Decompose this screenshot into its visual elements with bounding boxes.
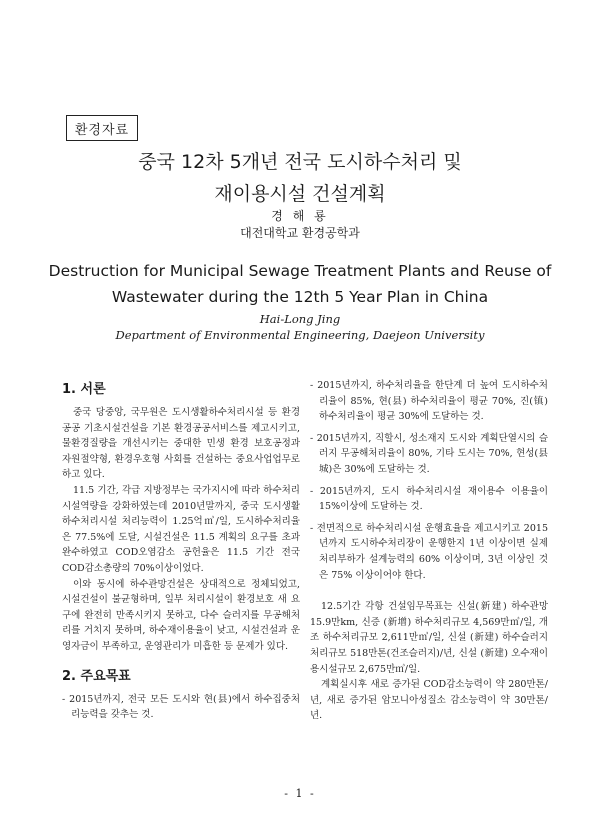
title-en-line-2: Wastewater during the 12th 5 Year Plan in China <box>111 288 489 306</box>
section-1-paragraph: 중국 당중앙, 국무원은 도시생활하수처리시설 등 환경공공 기초시설건설을 기본 환경공공서비스를 제고시키고, 물환경질량을 개선시키는 중대한 민생 환경 보호공정과 자원절약형, 환경우호형 사회를 건설하는 중요사업업무로 하고 있다. <box>62 407 300 481</box>
author-korean: 경 해 룡 <box>271 209 329 223</box>
goal-bullet: - 2015년까지, 하수처리율을 한단계 더 높여 도시하수처리율이 85%, 현(县) 하수처리율이 평균 70%, 진(镇) 하수처리율이 평균 30%에 도달하는 것. <box>310 380 548 423</box>
title-ko-line-2: 재이용시설 건설계획 <box>214 183 386 205</box>
goal-bullet: - 2015년까지, 직할시, 성소재지 도시와 계획단열시의 슬러지 무공해처리율이 80%, 기타 도시는 70%, 현성(县城)은 30%에 도달하는 것. <box>310 432 548 475</box>
affiliation-english: Department of Environmental Engineering, Daejeon University <box>115 328 485 342</box>
goal-bullet: - 전면적으로 하수처리시설 운행효율을 제고시키고 2015년까지 도시하수처리장이 운행한지 1년 이상이면 실제 처리부하가 설계능력의 60% 이상이며, 3년 이상인 것은 75% 이상이어야 한다. <box>310 522 548 581</box>
title-ko-line-1: 중국 12차 5개년 전국 도시하수처리 및 <box>138 151 462 173</box>
section-1-paragraph: 11.5 기간, 각급 지방정부는 국가지시에 따라 하수처리시설역량을 강화하였는데 2010년말까지, 중국 도시생활하수처리시설 처리능력이 1.25억㎥/일, 도시하수처리율은 77.5%에 도달, 시설건설은 11.5 계획의 요구를 초과완수하였고 COD오염감소 공헌율은 11.5 기간 전국 COD감소총량의 70%이상이었다. <box>62 484 300 574</box>
page-number: - 1 - <box>284 787 316 800</box>
goal-bullet: - 2015년까지, 도시 하수처리시설 재이용수 이용율이 15%이상에 도달하는 것. <box>310 485 548 513</box>
plan-paragraph: 계획실시후 새로 증가된 COD감소능력이 약 280만톤/년, 새로 증가된 암모니아성질소 감소능력이 약 30만톤/년. <box>310 679 548 722</box>
left-column <box>62 378 300 729</box>
article-title-english <box>0 258 600 310</box>
section-2-heading: 2. 주요목표 <box>62 668 131 684</box>
affiliation-korean: 대전대학교 환경공학과 <box>240 226 360 240</box>
section-tag: 환경자료 <box>66 115 138 141</box>
article-title-korean <box>0 146 600 210</box>
section-1-heading: 1. 서론 <box>62 382 106 397</box>
plan-paragraph: 12.5기간 각항 건설임무목표는 신설(新建) 하수관망 15.9만km, 신증 (新增) 하수처리규모 4,569만㎥/일, 개조 하수처리규모 2,611만㎥/일, 신설 (新建) 하수슬러지처리규모 518만톤(건조슬러지)/년, 신설 (新建) 오수재이용시설규모 2,675만㎥/일. <box>310 601 548 675</box>
right-column <box>310 378 548 724</box>
goal-bullet: - 2015년까지, 전국 모든 도시와 현(县)에서 하수집중처리능력을 갖추는 것. <box>62 693 300 721</box>
author-english: Hai-Long Jing <box>259 312 341 326</box>
title-en-line-1: Destruction for Municipal Sewage Treatment Plants and Reuse of <box>48 262 552 280</box>
section-1-paragraph: 이와 동시에 하수관망건설은 상대적으로 정체되었고, 시설건설이 불균형하며, 일부 처리시설이 환경보호 새 요구에 완전히 만족시키지 못하고, 다수 슬러지를 무공해처리를 거치지 못하며, 하수재이용율이 낮고, 시설건설과 운영자금이 부족하고, 운영관리가 미흡한 등 문제가 있다. <box>62 578 300 652</box>
